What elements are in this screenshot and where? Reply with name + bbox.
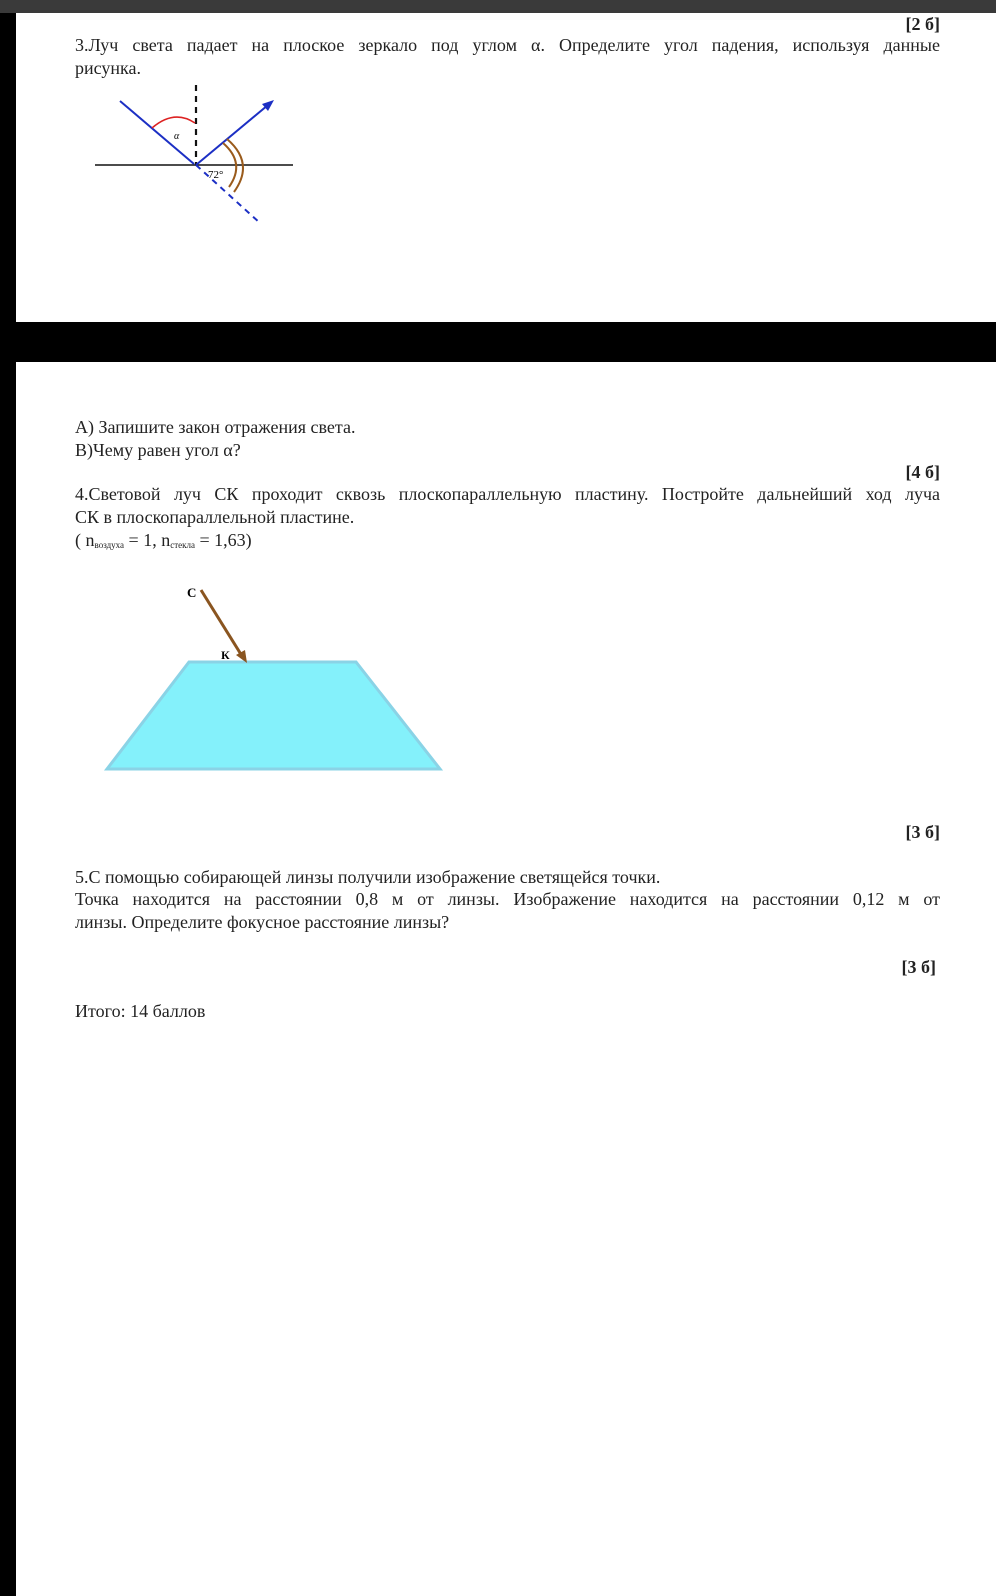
alpha-label: α	[174, 131, 180, 142]
angle-label: 72°	[208, 169, 224, 181]
mirror-reflection-figure	[90, 81, 350, 241]
point-k-label: К	[221, 648, 230, 662]
question-b: В)Чему равен угол α?	[75, 440, 241, 460]
point-c-label: С	[187, 585, 197, 600]
task5-text-line2: Точка находится на расстоянии 0,8 м от линзы. Изображение находится на расстоянии 0,12 м от	[75, 889, 940, 909]
task5-text-line3: линзы. Определите фокусное расстояние линзы?	[75, 912, 450, 932]
question-a: А) Запишите закон отражения света.	[75, 417, 356, 437]
ray-continuation	[196, 165, 260, 223]
total-score: Итого: 14 баллов	[75, 1001, 206, 1021]
ray-ck	[201, 590, 242, 656]
document-page-2	[16, 362, 996, 1596]
task4-text-line1: 4.Световой луч СК проходит сквозь плоскопараллельную пластину. Постройте дальнейший ход луча	[75, 484, 940, 504]
glass-plate	[107, 662, 440, 769]
task3-text-line2: рисунка.	[75, 58, 141, 78]
task4-text-line2: СК в плоскопараллельной пластине.	[75, 507, 355, 527]
plate-figure	[100, 572, 460, 782]
task4-score: [4 б]	[905, 462, 940, 482]
alpha-arc	[152, 117, 195, 128]
task5-text-line1: 5.С помощью собирающей линзы получили изображение светящейся точки.	[75, 867, 661, 887]
incident-ray	[120, 101, 194, 164]
top-bar	[0, 0, 996, 13]
task3-text-line1: 3.Луч света падает на плоское зеркало под углом α. Определите угол падения, используя данные	[75, 35, 940, 55]
refractive-index-formula: ( $n_{воздуха} = 1$, $n_{стекла} = 1,63$)	[75, 530, 252, 550]
document-page-1	[16, 13, 996, 322]
task5-score: [3 б]	[901, 957, 936, 977]
task3-score: [2 б]	[905, 14, 940, 34]
task4-extra-score: [3 б]	[905, 822, 940, 842]
reflected-ray	[196, 105, 268, 165]
